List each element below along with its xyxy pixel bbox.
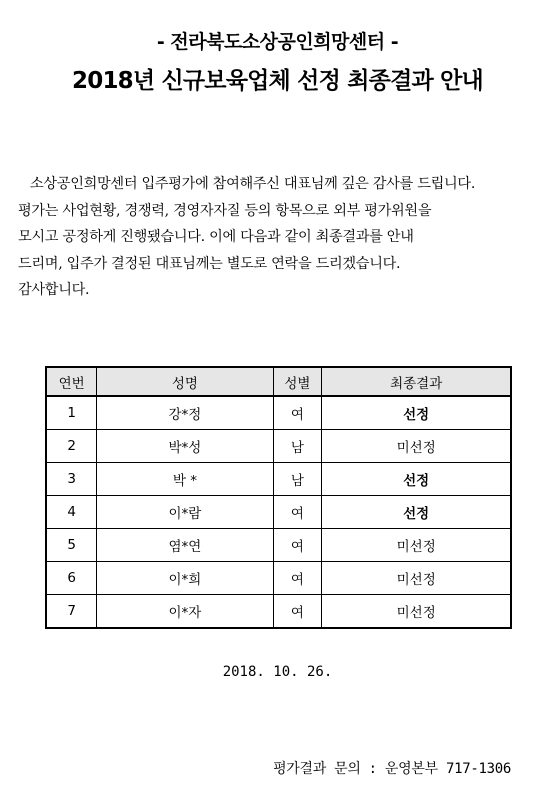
- row-number: 5: [46, 529, 97, 562]
- table-row: [46, 463, 511, 496]
- body-paragraph: [18, 171, 540, 304]
- body-line: 모시고 공정하게 진행됐습니다. 이에 다음과 같이 최종결과를 안내: [18, 229, 414, 245]
- header-number: 연번: [46, 367, 97, 396]
- body-line: 드리며, 입주가 결정된 대표님께는 별도로 연락을 드리겠습니다.: [18, 255, 401, 272]
- table-row: [46, 562, 511, 595]
- row-gender: 여: [273, 595, 322, 629]
- row-name: 이*자: [97, 595, 273, 629]
- header-result: 최종결과: [322, 367, 511, 396]
- row-result: 미선정: [322, 562, 511, 595]
- row-name: 강*정: [97, 396, 273, 430]
- organization-name: - 전라북도소상공인희망센터 -: [156, 31, 399, 53]
- contact-info: 평가결과 문의 : 운영본부 717-1306: [273, 761, 511, 777]
- results-table: [45, 366, 512, 629]
- row-result: 미선정: [322, 529, 511, 562]
- row-number: 1: [46, 396, 97, 430]
- row-number: 3: [46, 463, 97, 496]
- row-gender: 여: [273, 562, 322, 595]
- row-gender: 여: [273, 529, 322, 562]
- row-name: 박*성: [97, 430, 273, 463]
- document-title: 2018년 신규보육업체 선정 최종결과 안내: [72, 68, 483, 94]
- table-row: [46, 529, 511, 562]
- row-name: 박 *: [97, 463, 273, 496]
- row-name: 염*연: [97, 529, 273, 562]
- row-result: 선정: [322, 496, 511, 529]
- row-result: 선정: [322, 463, 511, 496]
- table-header-row: [46, 367, 511, 396]
- table-row: [46, 496, 511, 529]
- row-result: 미선정: [322, 595, 511, 629]
- table-row: [46, 396, 511, 430]
- row-number: 6: [46, 562, 97, 595]
- row-number: 2: [46, 430, 97, 463]
- body-line: 평가는 사업현황, 경쟁력, 경영자자질 등의 항목으로 외부 평가위원을: [18, 202, 432, 219]
- row-gender: 남: [273, 463, 322, 496]
- document-date: 2018. 10. 26.: [222, 664, 333, 680]
- row-gender: 여: [273, 496, 322, 529]
- table-row: [46, 595, 511, 629]
- row-name: 이*람: [97, 496, 273, 529]
- header-name: 성명: [97, 367, 273, 396]
- row-gender: 남: [273, 430, 322, 463]
- row-gender: 여: [273, 396, 322, 430]
- row-name: 이*희: [97, 562, 273, 595]
- row-result: 미선정: [322, 430, 511, 463]
- header-gender: 성별: [273, 367, 322, 396]
- body-line: 소상공인희망센터 입주평가에 참여해주신 대표님께 깊은 감사를 드립니다.: [30, 176, 476, 192]
- row-number: 4: [46, 496, 97, 529]
- row-result: 선정: [322, 396, 511, 430]
- table-row: [46, 430, 511, 463]
- row-number: 7: [46, 595, 97, 629]
- body-line: 감사합니다.: [18, 282, 90, 298]
